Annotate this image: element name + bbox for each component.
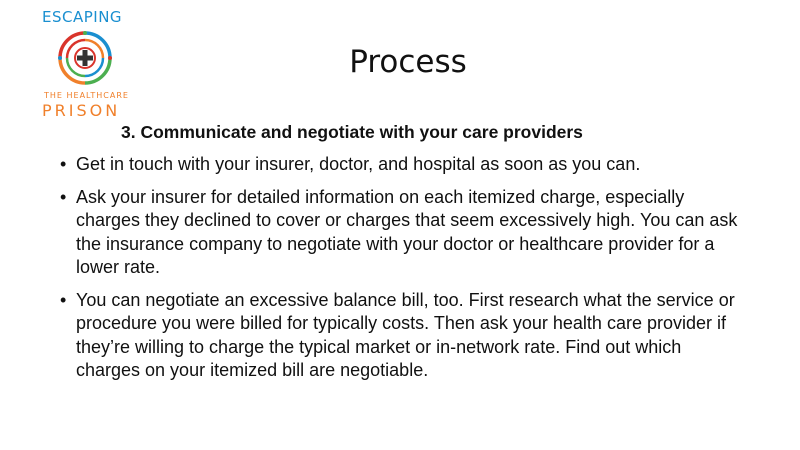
- logo-top-text: ESCAPING: [42, 8, 123, 26]
- slide-title: Process: [349, 44, 467, 80]
- health-cross-ring-logo-icon: [57, 30, 113, 86]
- bullet-text: You can negotiate an excessive balance bill, too. First research what the service or procedure you were billed for typically costs. Then ask your health care provider if they’re willing to charge the typical market or in-network rate. Find out which charges on your itemized bill are negotiable.: [76, 289, 735, 380]
- bullet-item: [58, 153, 748, 177]
- logo: [40, 8, 140, 118]
- bullet-item: [58, 289, 748, 383]
- bullet-marker: •: [60, 289, 67, 310]
- bullet-marker: •: [60, 154, 67, 174]
- section-heading: 3. Communicate and negotiate with your care providers: [121, 122, 583, 142]
- bullet-item: [58, 186, 748, 280]
- logo-bottom-text: PRISON: [42, 101, 121, 120]
- bullet-list: [58, 153, 748, 392]
- bullet-marker: •: [60, 186, 67, 207]
- bullet-text: Ask your insurer for detailed information on each itemized charge, especially charges they declined to cover or charges that seem excessively high. You can ask the insurance company to negotiate with your doctor or healthcare provider for a lower rate.: [76, 186, 738, 277]
- logo-sub-text: THE HEALTHCARE: [44, 91, 129, 100]
- bullet-text: Get in touch with your insurer, doctor, and hospital as soon as you can.: [76, 154, 641, 174]
